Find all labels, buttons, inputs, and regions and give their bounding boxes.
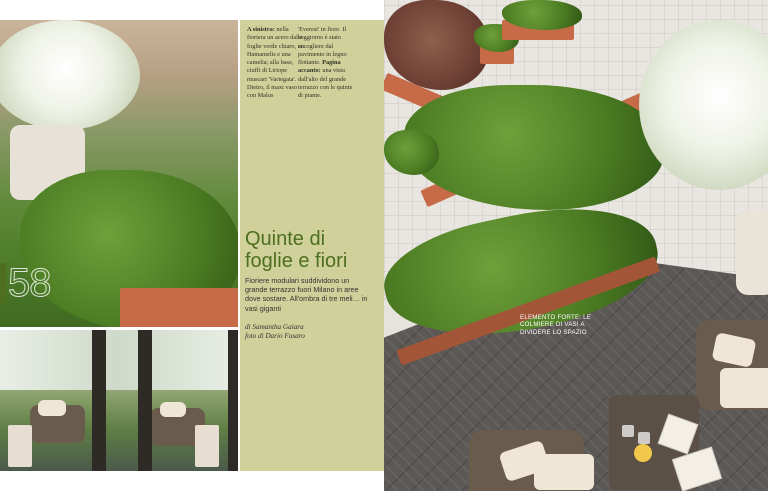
title-line-1: Quinte di <box>245 228 326 250</box>
page-number: 58 <box>8 261 51 305</box>
white-pot-left <box>8 425 32 467</box>
chair-seat-bottom <box>534 454 594 490</box>
window-frame-right <box>228 330 238 471</box>
page-tab <box>0 263 6 303</box>
title-line-2: foglie e fiori <box>245 250 348 272</box>
pull-quote: ELEMENTO FORTE: LE COLMIERE DI VASI A DIVIDERE LO SPAZIO <box>520 314 592 336</box>
caption-left-text: nella fioriera un acero dalle foglie verde chiaro, un Hamamelis e una camelia; alla base, ciuffi di Liriope muscari 'Variegata'. Dietro, il maxi vaso con Malus <box>247 26 304 100</box>
glass-1 <box>622 425 634 437</box>
terrace-photo-bottom <box>0 330 238 471</box>
photo-caption-right <box>298 26 356 101</box>
yellow-flowers <box>634 444 652 462</box>
sofa-seat-right <box>720 368 768 408</box>
right-page <box>384 0 768 491</box>
glass-2 <box>638 432 650 444</box>
chair-cushion-left <box>38 400 66 416</box>
white-pot-right <box>195 425 219 467</box>
window-frame-mid-2 <box>138 330 152 471</box>
window-frame-mid <box>92 330 106 471</box>
article-byline <box>245 323 373 341</box>
sidebar-text-panel <box>240 20 384 471</box>
chair-cushion-right <box>160 402 186 417</box>
caption-right-lead: Pagina accanto: <box>298 59 341 75</box>
corten-planter <box>120 288 238 327</box>
photo-caption-left <box>247 26 305 101</box>
article-title <box>245 228 377 272</box>
article-lead: Fioriere modulari suddividono un grande terrazzo fuori Milano in aree dove sostare. All'ombra di tre meli… in vasi giganti <box>245 276 368 313</box>
byline-photographer: foto di Dario Fusaro <box>245 332 305 341</box>
caption-right-text-before: 'Everest' in fiore. Il soggiorno è stato accogliere dal pavimento in legno flottante. <box>298 26 347 67</box>
window-glare <box>0 330 238 390</box>
caption-right-text-after: una vista dall'alto del grande terrazzo con le quinte di piante. <box>298 67 353 100</box>
caption-left-lead: A sinistra: <box>247 26 275 33</box>
white-blossom-tree <box>0 20 140 130</box>
byline-author: di Samantha Gaiara <box>245 323 304 331</box>
large-white-pot-right <box>736 210 768 295</box>
terrace-photo-main <box>0 20 238 327</box>
